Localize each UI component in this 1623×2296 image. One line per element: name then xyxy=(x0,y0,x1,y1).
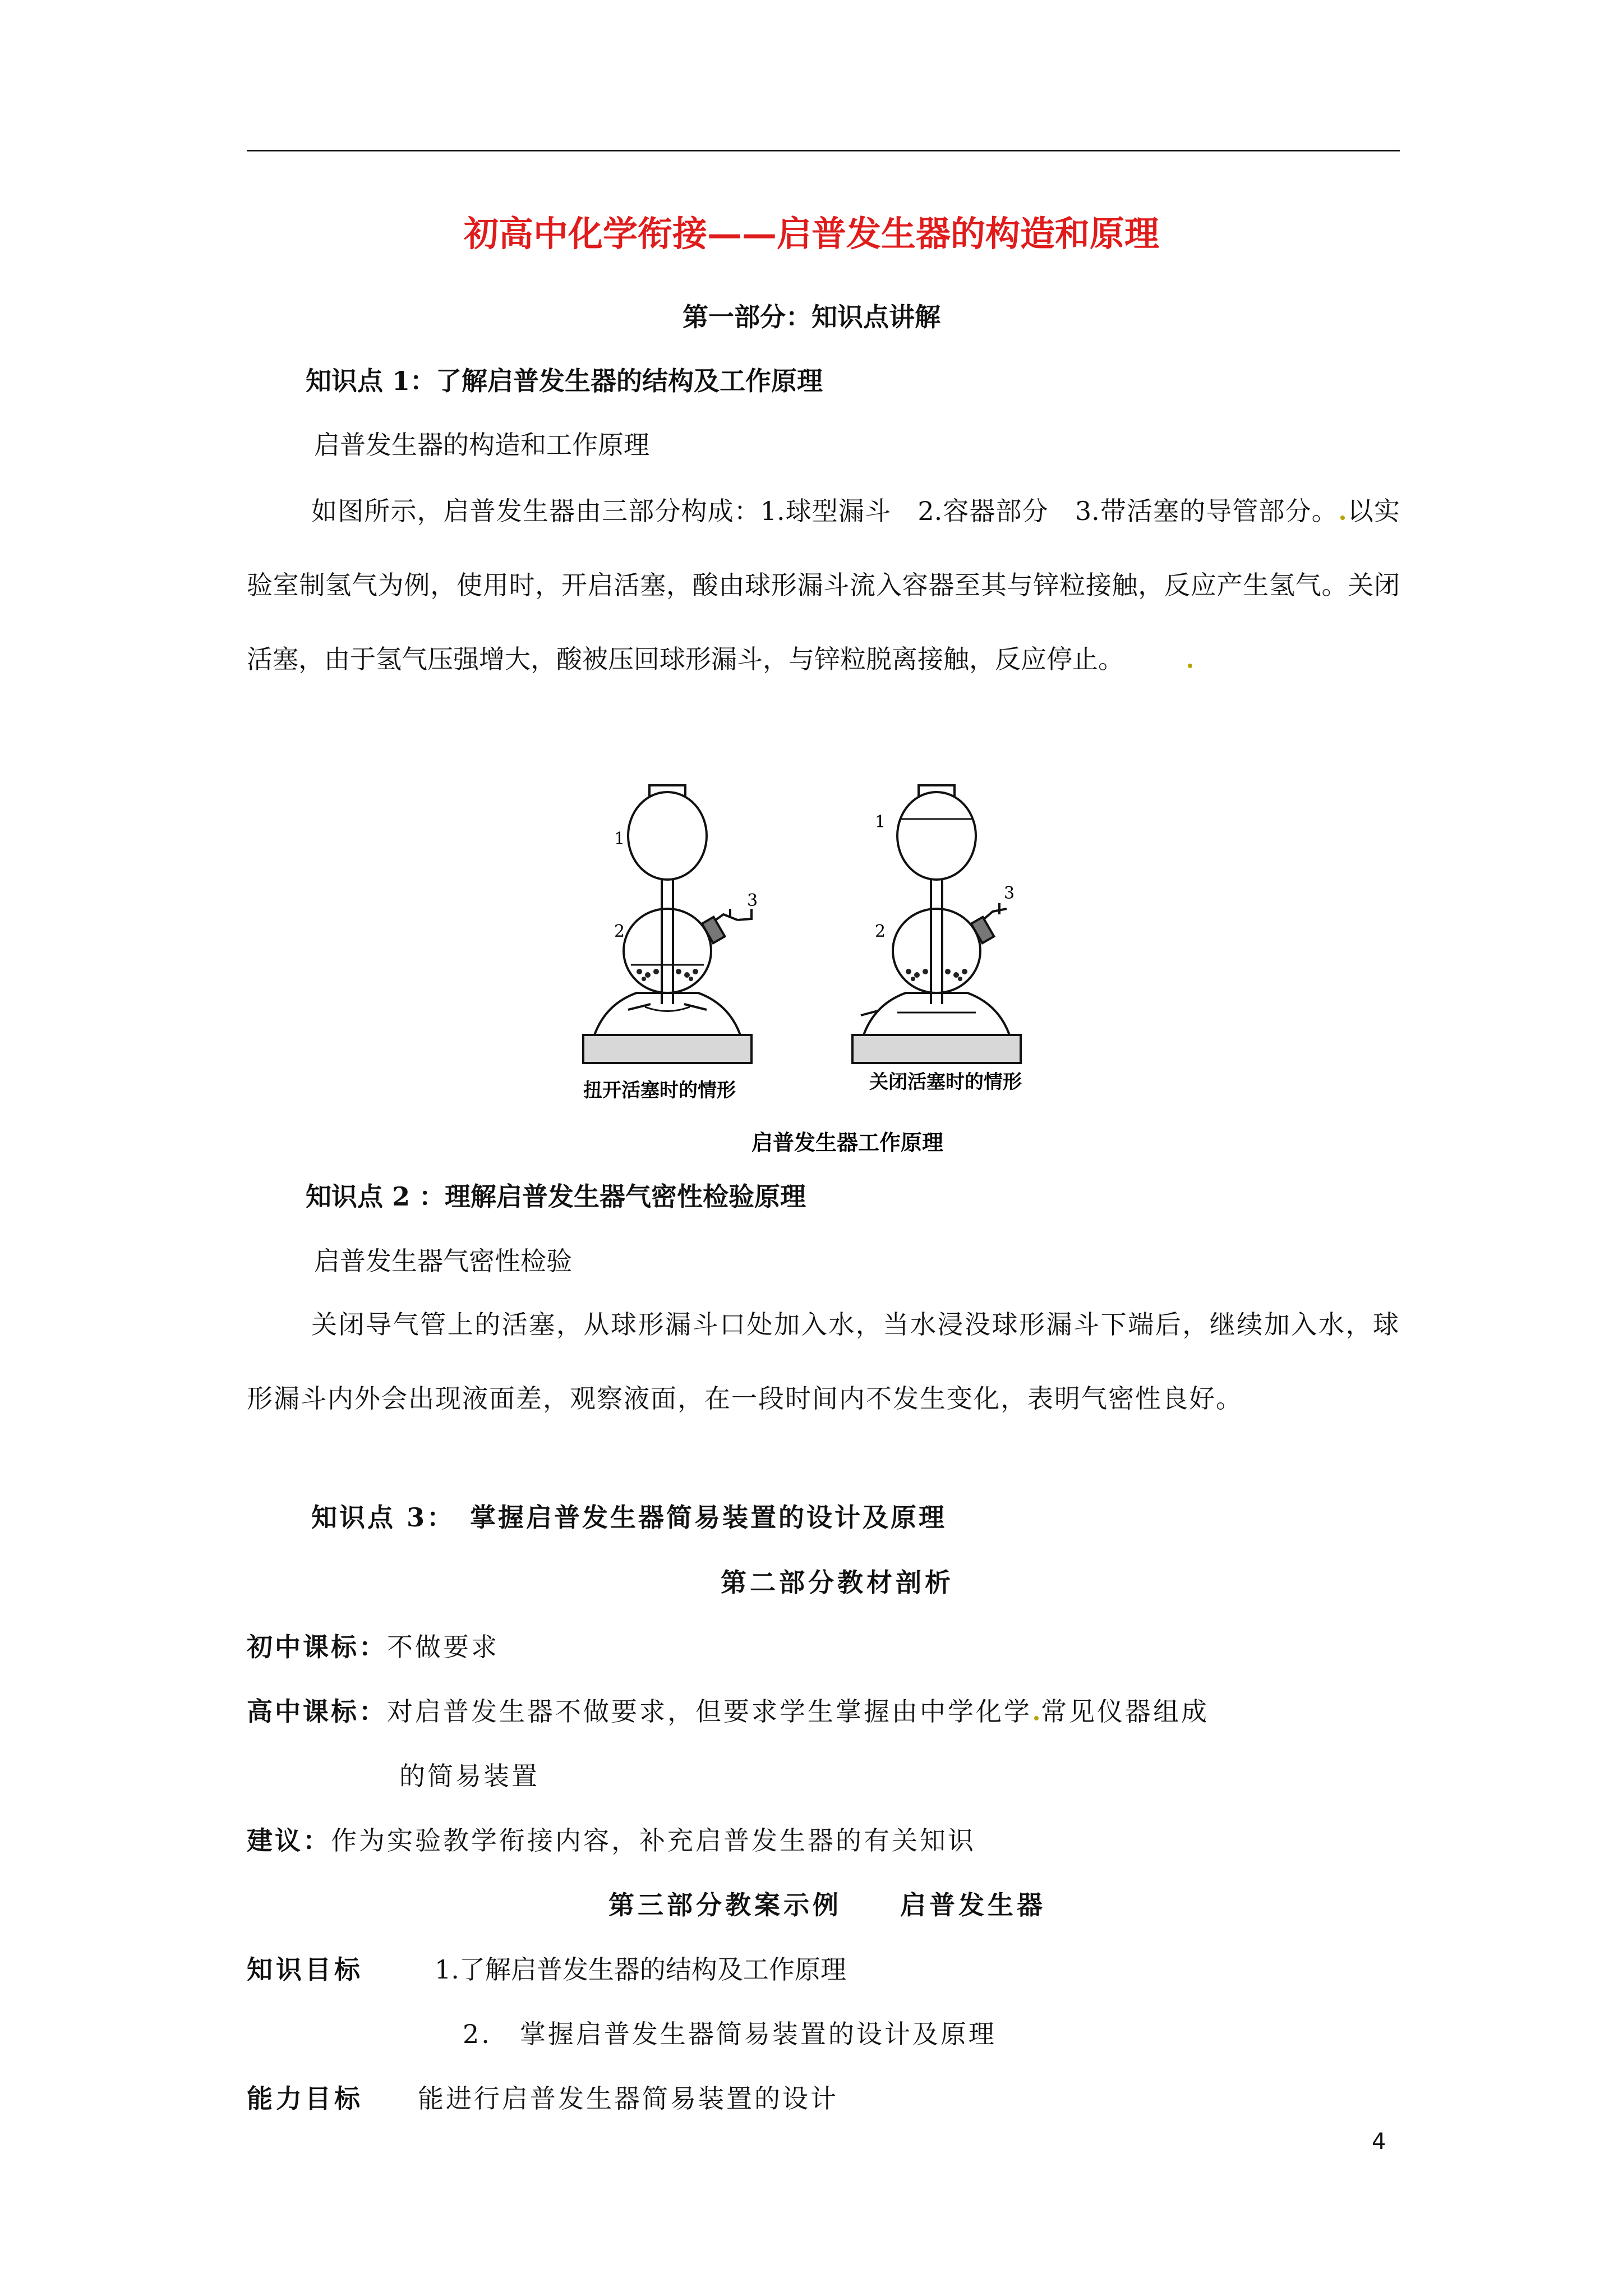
zinc-granules xyxy=(637,969,967,981)
stray-dot xyxy=(1034,1716,1039,1720)
senior-text-2: 的简易装置 xyxy=(399,1761,540,1791)
ability-goal-text: 能进行启普发生器简易装置的设计 xyxy=(418,2083,838,2114)
right-figure-caption: 关闭活塞时的情形 xyxy=(869,1071,1022,1093)
senior-text-1b: 常见仪器组成 xyxy=(1041,1696,1209,1727)
knowledge-goal-label: 知识目标 xyxy=(247,1954,363,1985)
part1-heading: 第一部分：知识点讲解 xyxy=(683,302,940,332)
kp1-subheading: 启普发生器的构造和工作原理 xyxy=(314,430,649,460)
kp2-subheading: 启普发生器气密性检验 xyxy=(314,1246,572,1276)
left-label-3: 3 xyxy=(747,891,758,910)
part3-heading: 第三部分教案示例 启普发生器 xyxy=(608,1890,1046,1920)
kp2-paragraph: 关闭导气管上的活塞，从球形漏斗口处加入水，当水浸没球形漏斗下端后，继续加入水，球形漏斗内外会出现液面差，观察液面，在一段时间内不发生变化，表明气密性良好。 xyxy=(247,1309,1400,1414)
right-label-1: 1 xyxy=(875,812,886,832)
part2-heading: 第二部分教材剖析 xyxy=(721,1567,954,1598)
knowledge-goal-item-1: 1.了解启普发生器的结构及工作原理 xyxy=(435,1954,846,1985)
advice-label: 建议： xyxy=(247,1825,331,1856)
senior-standard xyxy=(247,1696,1209,1727)
kipp-figure xyxy=(538,740,1110,1167)
kp2-heading: 知识点 2 ：理解启普发生器气密性检验原理 xyxy=(306,1181,806,1212)
advice-text: 作为实验教学衔接内容，补充启普发生器的有关知识 xyxy=(331,1825,976,1856)
right-label-2: 2 xyxy=(875,922,886,941)
junior-standard xyxy=(247,1634,499,1660)
senior-text-1a: 对启普发生器不做要求，但要求学生掌握由中学化学 xyxy=(387,1696,1032,1727)
junior-text: 不做要求 xyxy=(387,1632,499,1662)
left-label-2: 2 xyxy=(614,922,625,941)
advice xyxy=(247,1825,976,1856)
kp1-paragraph-a: 如图所示，启普发生器由三部分构成：1.球型漏斗 2.容器部分 3.带活塞的导管部分。 xyxy=(311,496,1338,526)
ability-goal-label: 能力目标 xyxy=(247,2083,363,2114)
stray-dot xyxy=(1340,516,1345,520)
senior-label: 高中课标： xyxy=(247,1696,387,1727)
page-number: 4 xyxy=(1372,2129,1386,2155)
kp1-paragraph-b: 以实验室制氢气为例，使用时，开启活塞，酸由球形漏斗流入容器至其与锌粒接触，反应产生氢气。关闭活塞，由于氢气压强增大，酸被压回球形漏斗，与锌粒脱离接触，反应停止。 xyxy=(247,496,1400,674)
kp3-heading: 知识点 3： 掌握启普发生器简易装置的设计及原理 xyxy=(311,1502,947,1533)
right-label-3: 3 xyxy=(1004,884,1015,903)
figure-caption: 启普发生器工作原理 xyxy=(751,1130,944,1155)
kp1-heading: 知识点 1：了解启普发生器的结构及工作原理 xyxy=(306,366,823,396)
junior-label: 初中课标： xyxy=(247,1632,387,1662)
knowledge-goal-item-2: 2. 掌握启普发生器简易装置的设计及原理 xyxy=(463,2019,997,2049)
page-title: 初高中化学衔接——启普发生器的构造和原理 xyxy=(463,213,1159,254)
header-rule xyxy=(247,150,1400,151)
kp1-paragraph xyxy=(247,474,1400,696)
left-apparatus xyxy=(583,785,751,1063)
stray-dot xyxy=(1188,664,1192,668)
kipp-apparatus-drawings xyxy=(538,740,1110,1167)
left-figure-caption: 扭开活塞时的情形 xyxy=(583,1079,736,1102)
left-label-1: 1 xyxy=(614,829,625,849)
